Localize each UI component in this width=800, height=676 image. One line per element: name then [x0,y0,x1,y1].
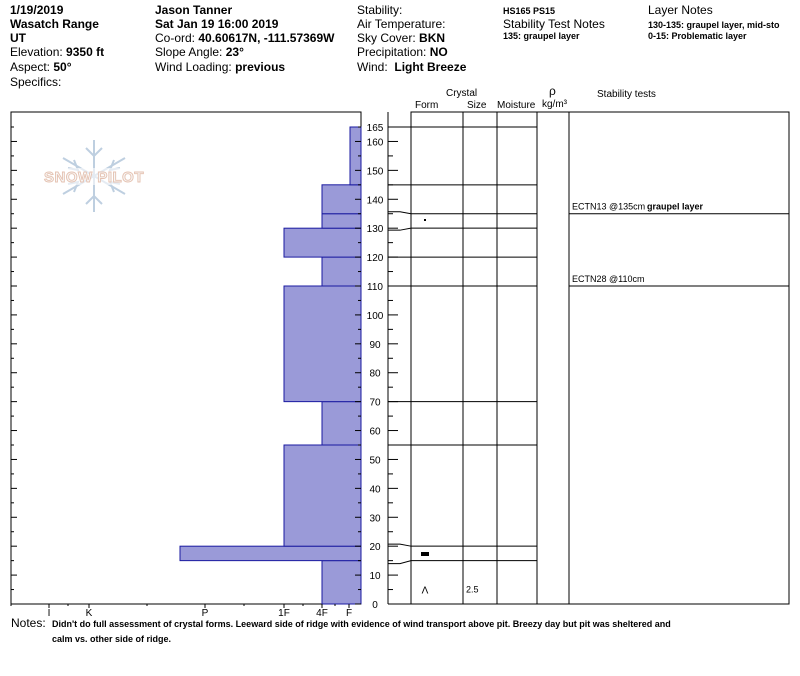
stability-test-results [569,202,789,286]
sky-cover: Sky Cover: BKN [357,31,446,45]
hardness-tick-label: F [345,608,353,619]
stability-notes-title: Stability Test Notes [503,17,605,31]
wind-loading: Wind Loading: previous [155,60,286,74]
depth-tick-label: 150 [366,166,384,178]
hardness-tick-label: 1F [278,608,290,619]
depth-tick-label: 50 [369,455,381,467]
depth-axis [367,123,398,611]
depth-tick-label: 60 [369,426,381,438]
logo-text: SNOW PILOT [44,169,144,186]
density-unit-header: kg/m³ [542,99,567,110]
graupel-form-marker [424,219,426,221]
stability-tests-header: Stability tests [597,89,656,100]
stability: Stability: [357,3,403,17]
form-header: Form [415,100,439,111]
crystal-header: Crystal [446,88,478,99]
stability-note: 135: graupel layer [503,31,580,41]
depth-tick-label: 20 [369,542,381,554]
depth-tick-label: 30 [369,513,381,525]
depth-tick-label: 130 [366,224,384,236]
depth-tick-label: 90 [369,339,381,351]
specifics: Specifics: [10,75,62,89]
crystal-rows [422,585,479,597]
depth-tick-label: 100 [366,310,384,322]
depth-tick-label: 110 [367,282,383,293]
hardness-tick-label: 4F [316,608,328,619]
observer-name: Jason Tanner [155,3,233,17]
air-temperature: Air Temperature: [357,17,446,31]
depth-tick-label: 70 [369,397,381,409]
moisture-header: Moisture [497,100,536,111]
layer-note: 130-135: graupel layer, mid-sto [648,20,780,30]
rho-header: ρ [549,84,556,98]
snowpilot-logo [34,140,155,212]
coordinates: Co-ord: 40.60617N, -111.57369W [155,31,335,45]
hardness-layers [180,127,361,604]
crystal-form-symbol: Λ [421,585,429,597]
elevation: Elevation: 9350 ft [10,45,105,59]
slope-angle: Slope Angle: 23° [155,45,244,59]
hardness-layer-bar [284,445,361,546]
depth-tick-label: 160 [366,137,384,149]
depth-tick-label: 40 [369,484,381,496]
hs-ps: HS165 PS15 [503,6,556,16]
notes-label: Notes: [11,616,46,630]
hardness-layer-bar [284,228,361,257]
crystal-size-value: 2.5 [466,584,479,595]
depth-tick-label: 120 [366,253,384,265]
hardness-layer-bar [322,561,361,604]
stability-test-label: ECTN28 @110cm [572,274,645,284]
stability-test-label: ECTN13 @135cm [572,201,646,212]
hardness-tick-label: P [201,608,209,619]
stability-test-note: graupel layer [647,201,704,212]
size-header: Size [467,100,487,111]
precipitation: Precipitation: NO [357,45,448,59]
range-name: Wasatch Range [10,17,99,31]
hardness-tick-label: I [47,608,51,619]
depth-tick-label: 0 [372,600,378,611]
depth-tick-label: 165 [366,123,384,134]
depth-tick-label: 140 [366,195,384,207]
hardness-layer-bar [322,402,361,445]
hardness-tick-label: K [85,608,93,619]
crystal-grid-frame [411,112,789,604]
layer-notes-title: Layer Notes [648,3,713,17]
state-name: UT [10,31,26,45]
pit-date: 1/19/2019 [10,3,64,17]
aspect: Aspect: 50° [10,60,72,74]
hardness-layer-bar [322,257,361,286]
hardness-layer-bar [284,286,361,402]
hardness-layer-bar [180,546,361,560]
observation-datetime: Sat Jan 19 16:00 2019 [155,17,279,31]
wind: Wind: Light Breeze [357,60,467,74]
depth-tick-label: 10 [369,571,381,583]
problematic-layer-marker [421,552,429,556]
notes-line-2: calm vs. other side of ridge. [52,634,172,644]
notes-line-1: Didn't do full assessment of crystal forms. Leeward side of ridge with evidence of wind transport above pit. Breezy day but pit was sheltered and [52,619,671,629]
hardness-layer-bar [322,214,361,228]
depth-tick-label: 80 [369,368,381,380]
layer-note: 0-15: Problematic layer [648,31,747,41]
